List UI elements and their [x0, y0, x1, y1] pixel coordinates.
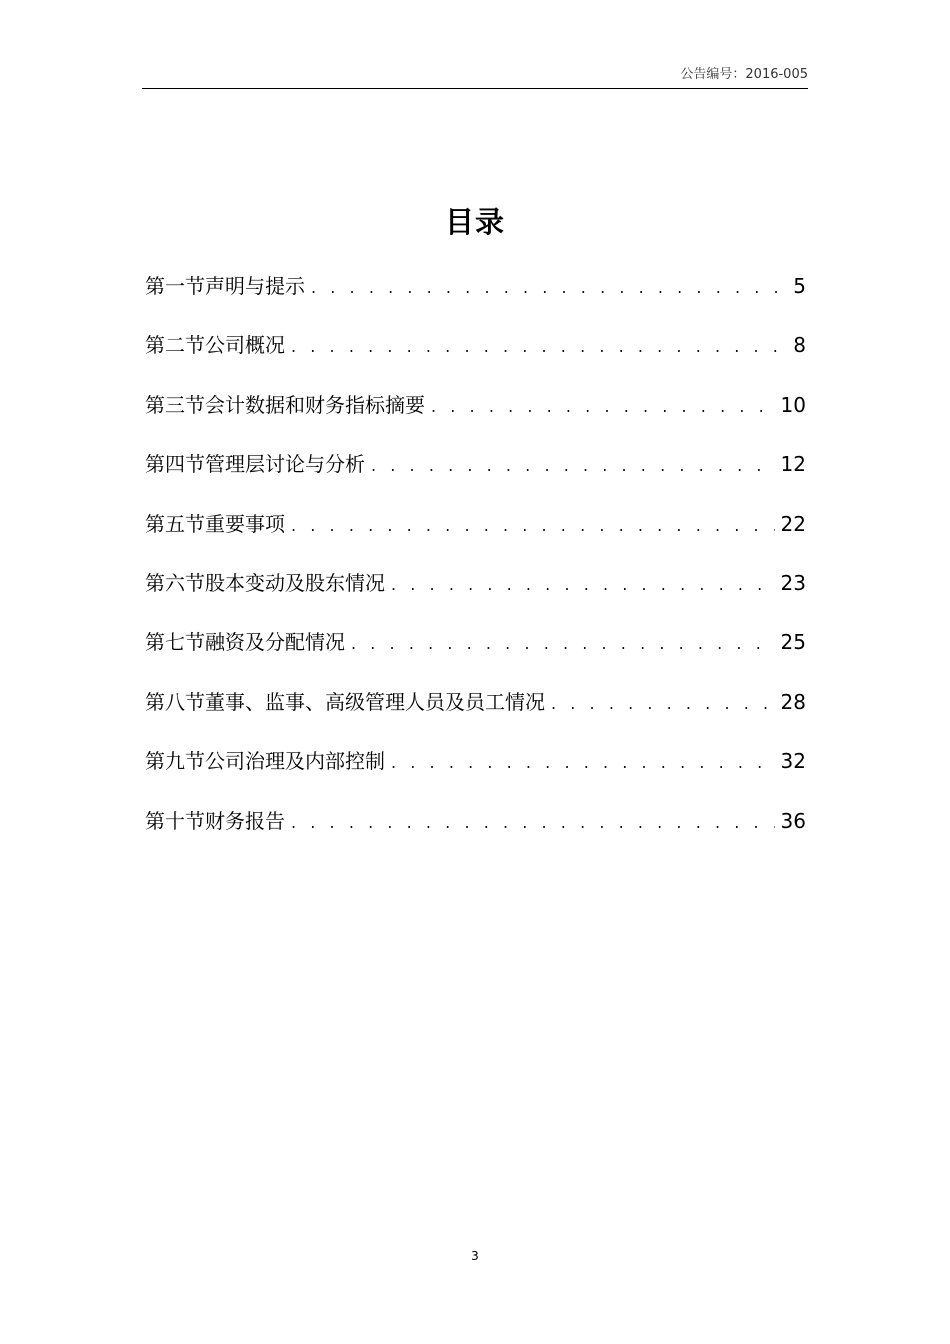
toc-entry-page: 25: [780, 630, 806, 655]
toc-entry-section-1[interactable]: [145, 270, 806, 329]
toc-dot-leader: [371, 450, 775, 482]
toc-dot-leader: [391, 569, 775, 601]
toc-entry-page: 32: [780, 749, 806, 774]
toc-entry-section-2[interactable]: [145, 329, 806, 388]
toc-dot-leader: [351, 628, 775, 660]
toc-entry-section-6[interactable]: [145, 567, 806, 626]
toc-entry-label: 第四节管理层讨论与分析: [145, 452, 365, 477]
document-number: 公告编号：2016-005: [680, 67, 808, 82]
toc-dot-leader: [311, 272, 787, 304]
page-number: 3: [471, 1249, 479, 1263]
toc-entry-label: 第一节声明与提示: [145, 274, 305, 298]
toc-entry-section-8[interactable]: [145, 686, 806, 745]
toc-entry-section-3[interactable]: [145, 389, 806, 448]
toc-dot-leader: [291, 331, 787, 363]
toc-entry-page: 36: [780, 808, 806, 833]
toc-entry-label: 第十节财务报告: [145, 808, 285, 833]
page-header: [142, 64, 808, 89]
toc-entry-page: 12: [780, 452, 806, 477]
toc-entry-label: 第二节公司概况: [145, 333, 285, 358]
table-of-contents: [145, 270, 806, 864]
toc-dot-leader: [291, 807, 775, 839]
toc-dot-leader: [391, 747, 775, 779]
toc-dot-leader: [291, 510, 775, 542]
toc-entry-label: 第九节公司治理及内部控制: [145, 749, 385, 774]
toc-title: 目录: [444, 205, 505, 239]
toc-entry-page: 10: [780, 392, 806, 417]
toc-entry-section-10[interactable]: [145, 805, 806, 864]
toc-entry-page: 23: [780, 570, 806, 595]
toc-entry-section-9[interactable]: [145, 745, 806, 804]
toc-dot-leader: [551, 688, 775, 720]
toc-entry-page: 28: [780, 689, 806, 714]
toc-entry-label: 第三节会计数据和财务指标摘要: [145, 392, 425, 417]
toc-dot-leader: [431, 391, 775, 423]
toc-entry-label: 第五节重要事项: [145, 511, 285, 536]
toc-entry-label: 第七节融资及分配情况: [145, 630, 345, 655]
toc-entry-label: 第八节董事、监事、高级管理人员及员工情况: [145, 689, 545, 714]
toc-entry-page: 5: [793, 274, 806, 298]
toc-entry-section-4[interactable]: [145, 448, 806, 507]
toc-entry-label: 第六节股本变动及股东情况: [145, 570, 385, 595]
toc-entry-page: 8: [793, 333, 806, 358]
toc-entry-section-7[interactable]: [145, 626, 806, 685]
toc-entry-section-5[interactable]: [145, 508, 806, 567]
toc-entry-page: 22: [780, 511, 806, 536]
